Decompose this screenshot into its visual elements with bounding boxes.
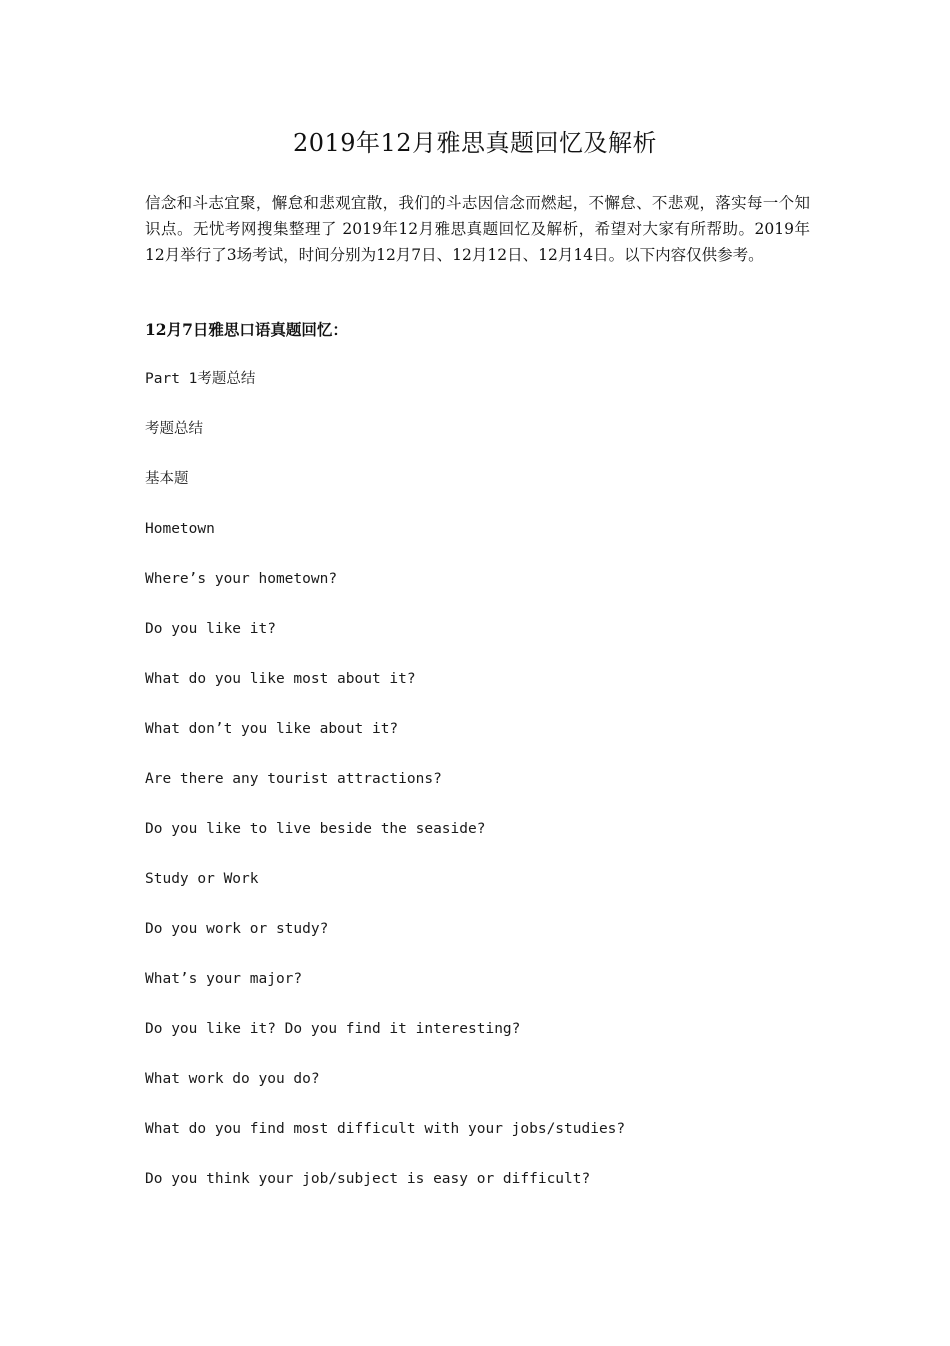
- list-item: What work do you do?: [145, 1071, 320, 1087]
- intro-paragraph: 信念和斗志宜聚，懈怠和悲观宜散，我们的斗志因信念而燃起，不懈怠、不悲观，落实每一个知识点。无忧考网搜集整理了 2019年12月雅思真题回忆及解析，希望对大家有所帮助。2019年12月举行了3场考试，时间分别为12月7日、12月12日、12月14日。以下内容仅供参考。: [145, 194, 810, 264]
- list-item: Do you like it? Do you find it interesting?: [145, 1021, 521, 1037]
- list-item: What don’t you like about it?: [145, 721, 399, 737]
- list-item: Do you work or study?: [145, 921, 329, 937]
- list-item: Part 1考题总结: [145, 371, 256, 387]
- list-item: Do you like to live beside the seaside?: [145, 821, 486, 837]
- list-item: 考题总结: [145, 421, 203, 437]
- list-item: Do you like it?: [145, 621, 276, 637]
- list-item: Hometown: [145, 521, 215, 537]
- list-item: What do you find most difficult with your jobs/studies?: [145, 1121, 626, 1137]
- page-title: 2019年12月雅思真题回忆及解析: [292, 129, 658, 157]
- list-item: Study or Work: [145, 871, 259, 887]
- list-item: What’s your major?: [145, 971, 303, 987]
- section-heading: 12月7日雅思口语真题回忆：: [145, 320, 348, 339]
- list-item: 基本题: [145, 471, 189, 487]
- list-item: Where’s your hometown?: [145, 571, 338, 587]
- question-list: [145, 366, 625, 1216]
- list-item: Do you think your job/subject is easy or difficult?: [145, 1171, 591, 1187]
- list-item: What do you like most about it?: [145, 671, 416, 687]
- list-item: Are there any tourist attractions?: [145, 771, 442, 787]
